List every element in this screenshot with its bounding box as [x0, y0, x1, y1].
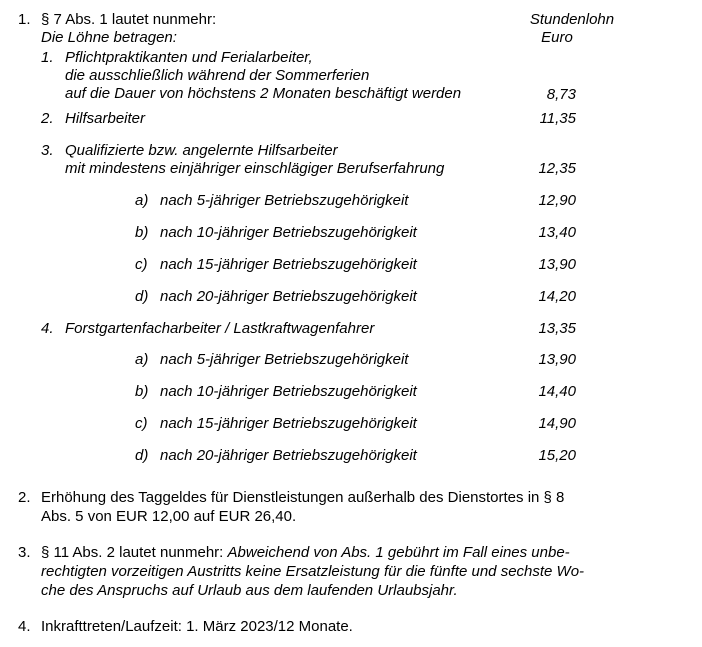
item-3c-value: 13,90: [538, 256, 576, 273]
item-3d-value: 14,20: [538, 288, 576, 305]
item-3c-text: nach 15-jähriger Betriebszugehörigkeit: [160, 256, 417, 273]
item-3-line-1: Qualifizierte bzw. angelernte Hilfsarbeiter: [65, 142, 338, 159]
item-4a-value: 13,90: [538, 351, 576, 368]
section-3-line-3: che des Anspruchs auf Urlaub aus dem laufenden Urlaubsjahr.: [41, 582, 458, 599]
item-3a-letter: a): [135, 192, 149, 209]
section-3-prefix: § 11 Abs. 2 lautet nunmehr:: [41, 544, 228, 561]
item-4d-value: 15,20: [538, 447, 576, 464]
item-1-line-2: die ausschließlich während der Sommerferien: [65, 67, 370, 84]
item-3a-text: nach 5-jähriger Betriebszugehörigkeit: [160, 192, 409, 209]
item-4b-value: 14,40: [538, 383, 576, 400]
item-3-value: 12,35: [538, 160, 576, 177]
item-4b-letter: b): [135, 383, 149, 400]
item-4d-text: nach 20-jähriger Betriebszugehörigkeit: [160, 447, 417, 464]
section-1-intro: § 7 Abs. 1 lautet nunmehr:: [41, 11, 217, 28]
item-1-line-3: auf die Dauer von höchstens 2 Monaten beschäftigt werden: [65, 85, 462, 102]
item-3b-value: 13,40: [538, 224, 576, 241]
section-2-number: 2.: [18, 489, 31, 506]
section-2-line-2: Abs. 5 von EUR 12,00 auf EUR 26,40.: [41, 508, 297, 525]
item-3d-letter: d): [135, 288, 149, 305]
item-4-label: Forstgartenfacharbeiter / Lastkraftwagenfahrer: [65, 320, 375, 337]
section-3-line-1: [41, 544, 570, 562]
item-3b-letter: b): [135, 224, 149, 241]
item-4c-value: 14,90: [538, 415, 576, 432]
item-3d-text: nach 20-jähriger Betriebszugehörigkeit: [160, 288, 417, 305]
item-4a-letter: a): [135, 351, 149, 368]
item-1-number: 1.: [41, 49, 54, 66]
section-3-italic-text: Abweichend von Abs. 1 gebührt im Fall eines unbe-: [227, 544, 570, 561]
item-3-number: 3.: [41, 142, 54, 159]
item-3c-letter: c): [135, 256, 148, 273]
section-1-number: 1.: [18, 11, 31, 28]
section-3-number: 3.: [18, 544, 31, 561]
item-4d-letter: d): [135, 447, 149, 464]
item-4-value: 13,35: [538, 320, 576, 337]
section-2-line-1: Erhöhung des Taggeldes für Dienstleistungen außerhalb des Dienstortes in § 8: [41, 489, 565, 506]
item-2-label: Hilfsarbeiter: [65, 110, 146, 127]
column-header-stundenlohn: Stundenlohn: [529, 11, 615, 28]
item-4c-letter: c): [135, 415, 148, 432]
item-4a-text: nach 5-jähriger Betriebszugehörigkeit: [160, 351, 409, 368]
column-header-euro: Euro: [541, 29, 573, 46]
item-1-value: 8,73: [546, 86, 576, 103]
item-3-line-2: mit mindestens einjähriger einschlägiger Berufserfahrung: [65, 160, 445, 177]
item-1-line-1: Pflichtpraktikanten und Ferialarbeiter,: [65, 49, 313, 66]
section-4-text: Inkrafttreten/Laufzeit: 1. März 2023/12 Monate.: [41, 618, 353, 635]
item-4b-text: nach 10-jähriger Betriebszugehörigkeit: [160, 383, 417, 400]
item-2-value: 11,35: [539, 110, 576, 127]
section-4-number: 4.: [18, 618, 31, 635]
item-4-number: 4.: [41, 320, 54, 337]
item-2-number: 2.: [41, 110, 54, 127]
section-3-line-2: rechtigten vorzeitigen Austritts keine Ersatzleistung für die fünfte und sechste Wo-: [41, 563, 585, 580]
section-1-subintro: Die Löhne betragen:: [41, 29, 177, 46]
item-3a-value: 12,90: [538, 192, 576, 209]
item-4c-text: nach 15-jähriger Betriebszugehörigkeit: [160, 415, 417, 432]
item-3b-text: nach 10-jähriger Betriebszugehörigkeit: [160, 224, 417, 241]
